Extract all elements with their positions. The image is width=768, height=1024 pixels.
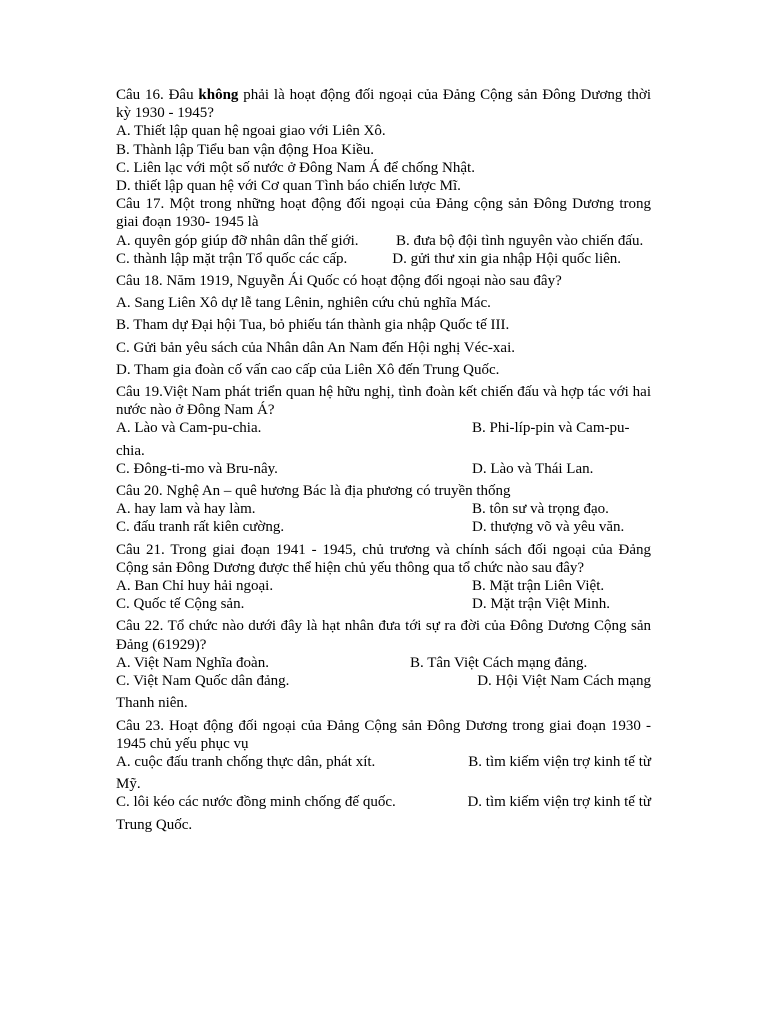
question-16-prefix: Câu 16. Đâu: [116, 87, 199, 103]
question-16-option-c: C. Liên lạc với một số nước ở Đông Nam Á để chống Nhật.: [116, 159, 475, 176]
document-page: [116, 86, 651, 834]
question-19-option-d: D. Lào và Thái Lan.: [472, 460, 594, 477]
question-20-option-a: A. hay lam và hay làm.: [116, 501, 256, 518]
question-21-option-c: C. Quốc tế Cộng sản.: [116, 596, 245, 613]
question-23-option-d-continued: Trung Quốc.: [116, 816, 193, 833]
question-21-row-ab: [116, 577, 651, 595]
question-19-row-ab: [116, 419, 651, 437]
question-20-option-b: B. tôn sư và trọng đạo.: [472, 501, 609, 518]
question-20-row-cd: [116, 518, 651, 536]
question-18-option-b: B. Tham dự Đại hội Tua, bỏ phiếu tán thành gia nhập Quốc tế III.: [116, 317, 510, 334]
question-23-option-a: A. cuộc đấu tranh chống thực dân, phát xít.: [116, 753, 376, 770]
question-23-option-d: D. tìm kiếm viện trợ kinh tế từ: [467, 794, 651, 811]
question-17-options-ab: A. quyên góp giúp đỡ nhân dân thế giới. B. đưa bộ đội tình nguyên vào chiến đấu.: [116, 232, 644, 249]
question-23-row-ab: [116, 753, 651, 771]
question-16-emphasis: không: [198, 87, 239, 103]
question-22-option-d: D. Hội Việt Nam Cách mạng: [477, 673, 651, 690]
question-16-option-d: D. thiết lập quan hệ với Cơ quan Tình báo chiến lược Mĩ.: [116, 178, 461, 195]
question-21-option-a: A. Ban Chỉ huy hải ngoại.: [116, 578, 274, 595]
question-20-option-c: C. đấu tranh rất kiên cường.: [116, 519, 285, 536]
question-20-row-ab: [116, 500, 651, 518]
question-22-option-b: B. Tân Việt Cách mạng đảng.: [410, 654, 588, 671]
question-19-row-cd: [116, 460, 651, 478]
question-20-option-d: D. thượng võ và yêu văn.: [472, 519, 625, 536]
question-22-option-c: C. Việt Nam Quốc dân đảng.: [116, 673, 290, 690]
question-22-stem: Câu 22. Tổ chức nào dưới đây là hạt nhân đưa tới sự ra đời của Đông Dương Cộng sản Đảng (61929)?: [116, 618, 651, 653]
question-22-option-d-continued: Thanh niên.: [116, 695, 188, 712]
question-23-stem: Câu 23. Hoạt động đối ngoại của Đảng Cộng sản Đông Dương trong giai đoạn 1930 - 1945 chủ yếu phục vụ: [116, 717, 651, 752]
question-19-option-b: B. Phi-líp-pin và Cam-pu-: [472, 420, 630, 437]
question-22-option-a: A. Việt Nam Nghĩa đoàn.: [116, 654, 269, 671]
question-16-option-a: A. Thiết lập quan hệ ngoai giao với Liên Xô.: [116, 123, 386, 140]
question-17-options-cd: C. thành lập mặt trận Tổ quốc các cấp. D. gửi thư xin gia nhập Hội quốc liên.: [116, 250, 622, 267]
question-21-stem: Câu 21. Trong giai đoạn 1941 - 1945, chủ trương và chính sách đối ngoại của Đảng Cộng sản Đông Dương được thể hiện chủ yếu thông qua tổ chức nào sau đây?: [116, 541, 651, 576]
question-19-option-c: C. Đông-ti-mo và Bru-nây.: [116, 460, 278, 477]
question-23-row-cd: [116, 793, 651, 811]
question-23-option-c: C. lôi kéo các nước đồng minh chống đế quốc.: [116, 794, 396, 811]
question-16-rest: phải là hoạt động đối ngoại của Đảng Cộng sản Đông Dương thời kỳ 1930 - 1945?: [116, 87, 651, 122]
question-19-option-b-continued: chia.: [116, 442, 145, 459]
question-22-row-ab: [116, 654, 651, 672]
question-18-stem: Câu 18. Năm 1919, Nguyễn Ái Quốc có hoạt động đối ngoại nào sau đây?: [116, 273, 562, 290]
question-19-stem: Câu 19.Việt Nam phát triển quan hệ hữu nghị, tình đoàn kết chiến đấu và hợp tác với hai nước nào ở Đông Nam Á?: [116, 384, 651, 419]
question-23-option-b: B. tìm kiếm viện trợ kinh tế từ: [468, 753, 651, 770]
question-21-row-cd: [116, 595, 651, 613]
question-20-stem: Câu 20. Nghệ An – quê hương Bác là địa phương có truyền thống: [116, 483, 511, 500]
question-18-option-a: A. Sang Liên Xô dự lễ tang Lênin, nghiên cứu chủ nghĩa Mác.: [116, 295, 491, 312]
question-22-row-cd: [116, 672, 651, 690]
question-21-option-b: B. Mặt trận Liên Việt.: [472, 578, 605, 595]
question-16-stem: [116, 86, 651, 122]
question-17-stem: Câu 17. Một trong những hoạt động đối ngoại của Đảng cộng sản Đông Dương trong giai đoạn 1930- 1945 là: [116, 196, 651, 231]
question-18-option-c: C. Gửi bản yêu sách của Nhân dân An Nam đến Hội nghị Véc-xai.: [116, 339, 516, 356]
question-16-option-b: B. Thành lập Tiểu ban vận động Hoa Kiều.: [116, 141, 375, 158]
question-23-option-b-continued: Mỹ.: [116, 776, 141, 793]
question-19-option-a: A. Lào và Cam-pu-chia.: [116, 420, 262, 437]
question-21-option-d: D. Mặt trận Việt Minh.: [472, 596, 610, 613]
question-18-option-d: D. Tham gia đoàn cố vấn cao cấp của Liên Xô đến Trung Quốc.: [116, 361, 500, 378]
